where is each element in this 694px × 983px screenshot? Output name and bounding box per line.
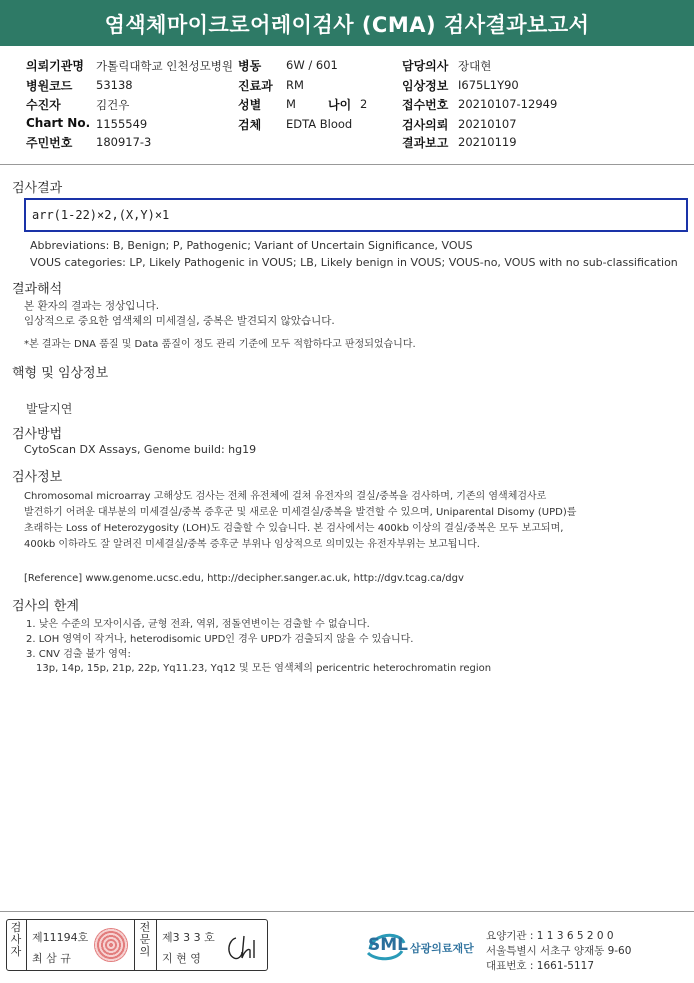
reference-line: [Reference] www.genome.ucsc.edu, http://decipher.sanger.ac.uk, http://dgv.tcag.ca/dgv [24,573,464,584]
address: 서울특별시 서초구 양재동 9-60 [486,945,632,957]
specialist-label: 전문의 [139,921,151,958]
phone: 대표번호 : 1661-5117 [486,960,595,972]
value-ward: 6W / 601 [286,58,338,72]
vous-categories-line: VOUS categories: LP, Likely Pathogenic in VOUS; LB, Likely benign in VOUS; VOUS-no, VOUS with no sub-classification [30,256,678,269]
signature-divider-2 [134,919,135,971]
limits-line-4: 13p, 14p, 15p, 21p, 22p, Yq11.23, Yq12 및 모든 염색체의 pericentric heterochromatin region [36,663,492,674]
result-heading: 검사결과 [12,181,63,196]
interpretation-note: *본 결과는 DNA 품질 및 Data 품질이 정도 관리 기준에 모두 적합하다고 판정되었습니다. [24,339,416,350]
karyotype-value: 발달지연 [26,402,73,416]
specialist-signature [222,930,262,966]
value-age: 2 [360,97,368,111]
method-value: CytoScan DX Assays, Genome build: hg19 [24,443,257,456]
label-clinical-info: 임상정보 [402,79,449,93]
label-chart-no: Chart No. [26,116,91,130]
label-hospital-code: 병원코드 [26,79,73,93]
limits-line-3: 3. CNV 검출 불가 영역: [26,649,131,660]
label-requester: 의뢰기관명 [26,59,84,73]
value-specimen: EDTA Blood [286,117,353,131]
method-heading: 검사방법 [12,427,63,442]
value-report-date: 20210119 [458,135,517,149]
examiner-seal [94,928,128,962]
title-bar [0,0,694,46]
label-specimen: 검체 [238,118,262,132]
info-line-4: 400kb 이하라도 잘 알려진 미세결실/중복 증후군 부위나 임상적으로 의미있는 유전자부위는 보고됩니다. [24,539,480,550]
value-department: RM [286,78,304,92]
signature-divider-1 [26,919,27,971]
interpretation-line-2: 임상적으로 중요한 염색체의 미세결실, 중복은 발견되지 않았습니다. [24,315,335,327]
interpretation-line-1: 본 환자의 결과는 정상입니다. [24,300,160,312]
footer-divider [0,911,694,912]
label-patient: 수진자 [26,98,61,112]
logo-text: SML [368,935,408,955]
value-resident-no: 180917-3 [96,135,152,149]
sml-logo [366,927,474,967]
label-resident-no: 주민번호 [26,136,73,150]
result-value: arr(1-22)×2,(X,Y)×1 [32,208,170,222]
label-report-date: 결과보고 [402,136,449,150]
value-doctor: 장대현 [458,59,492,73]
value-chart-no: 1155549 [96,117,148,131]
info-line-3: 초래하는 Loss of Heterozygosity (LOH)도 검출할 수 있습니다. 본 검사에서는 400kb 이상의 결실/중복은 모두 보고되며, [24,523,564,534]
signature-divider-3 [156,919,157,971]
label-request-date: 검사의뢰 [402,118,449,132]
info-heading: 검사정보 [12,470,63,485]
info-line-2: 발견하기 어려운 대부분의 미세결실/중복 증후군 및 새로운 미세결실/중복을 발견할 수 있으며, Uniparental Disomy (UPD)를 [24,507,577,518]
limits-heading: 검사의 한계 [12,599,79,614]
label-ward: 병동 [238,59,262,73]
header-divider [0,164,694,165]
specialist-name: 지 현 영 [162,952,201,965]
limits-line-2: 2. LOH 영역이 작거나, heterodisomic UPD인 경우 UPD가 검출되지 않을 수 있습니다. [26,634,414,645]
label-department: 진료과 [238,79,273,93]
abbreviations-line: Abbreviations: B, Benign; P, Pathogenic; Variant of Uncertain Significance, VOUS [30,239,473,252]
label-sex: 성별 [238,98,262,112]
specialist-license: 제3 3 3 호 [162,931,215,944]
label-doctor: 담당의사 [402,59,449,73]
value-request-date: 20210107 [458,117,517,131]
institution-code: 요양기관 : 1 1 3 6 5 2 0 0 [486,930,614,942]
value-sex: M [286,97,296,111]
org-name: 삼광의료재단 [410,942,474,955]
value-clinical-info: I675L1Y90 [458,78,519,92]
limits-line-1: 1. 낮은 수준의 모자이시즘, 균형 전좌, 역위, 점돌연변이는 검출할 수 없습니다. [26,619,370,630]
value-patient: 김건우 [96,98,130,112]
info-line-1: Chromosomal microarray 고해상도 검사는 전체 유전체에 걸쳐 유전자의 결실/중복을 검사하며, 기존의 염색체검사로 [24,491,547,502]
value-hospital-code: 53138 [96,78,133,92]
report-title: 염색체마이크로어레이검사 (CMA) 검사결과보고서 [104,13,590,37]
examiner-label: 검사자 [10,921,22,958]
result-box [24,198,688,232]
examiner-name: 최 삼 규 [32,952,71,965]
value-accession-no: 20210107-12949 [458,97,558,111]
interpretation-heading: 결과해석 [12,282,63,297]
karyotype-heading: 핵형 및 임상정보 [12,366,109,381]
label-accession-no: 접수번호 [402,98,449,112]
examiner-license: 제11194호 [32,931,89,944]
label-age: 나이 [328,98,352,112]
value-requester: 가톨릭대학교 인천성모병원 [96,59,233,73]
